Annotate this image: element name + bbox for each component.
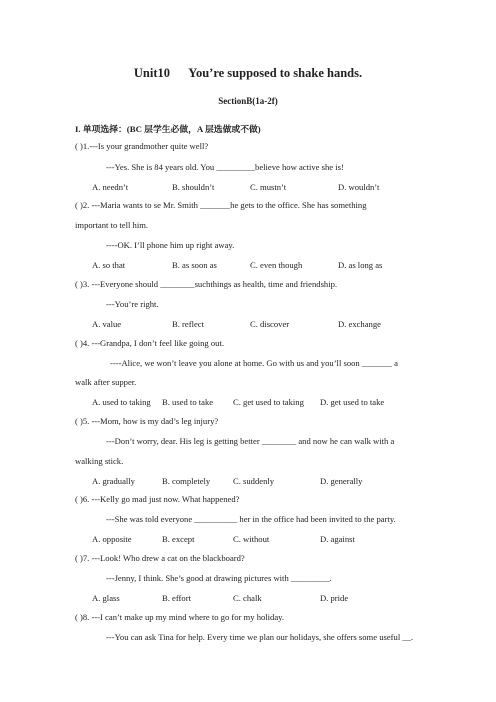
question-1-option-a: A. needn’t: [92, 182, 129, 192]
question-8-line2: ---You can ask Tina for help. Every time we plan our holidays, she offers some useful __.: [106, 632, 414, 642]
section-heading: I. 单项选择：(BC 层学生必做，A 层选做或不做): [75, 124, 261, 134]
question-1-option-b: B. shouldn’t: [172, 182, 215, 192]
question-3-line2: ---You’re right.: [106, 299, 159, 309]
question-2-continuation: important to tell him.: [75, 220, 149, 230]
question-3-option-c: C. discover: [250, 319, 290, 329]
question-5-stem: ( )5. ---Mom, how is my dad’s leg injury?: [75, 416, 219, 426]
question-3-option-b: B. reflect: [172, 319, 204, 329]
question-1-option-d: D. wouldn’t: [338, 182, 380, 192]
question-4-stem: ( )4. ---Grandpa, I don’t feel like going out.: [75, 338, 224, 348]
question-4-line2: ----Alice, we won’t leave you alone at home. Go with us and you’ll soon _______ a: [110, 358, 398, 368]
question-4-continuation: walk after supper.: [75, 377, 137, 387]
question-2-stem: ( )2. ---Maria wants to se Mr. Smith _______he gets to the office. She has something: [75, 200, 367, 210]
question-7-option-a: A. glass: [92, 593, 120, 603]
question-5-option-d: D. generally: [320, 476, 363, 486]
question-7-option-c: C. chalk: [233, 593, 262, 603]
question-1-line2: ---Yes. She is 84 years old. You _________believe how active she is!: [106, 162, 344, 172]
question-6-line2: ---She was told everyone __________ her in the office had been invited to the party.: [106, 514, 396, 524]
question-5-option-c: C. suddenly: [233, 476, 275, 486]
question-2-line2: ----OK. I’ll phone him up right away.: [106, 240, 235, 250]
question-6-option-c: C. without: [233, 534, 270, 544]
question-5-option-a: A. gradually: [92, 476, 135, 486]
question-2-option-d: D. as long as: [338, 260, 383, 270]
question-2-option-c: C. even though: [250, 260, 303, 270]
question-1-stem: ( )1.---Is your grandmother quite well?: [75, 141, 209, 151]
question-2-option-a: A. so that: [92, 260, 126, 270]
question-5-line2: ---Don’t worry, dear. His leg is getting better ________ and now he can walk with a: [106, 436, 395, 446]
page-subtitle: SectionB(1a-2f): [218, 96, 278, 106]
question-6-option-d: D. against: [320, 534, 355, 544]
question-7-line2: ---Jenny, I think. She’s good at drawing pictures with _________.: [106, 573, 332, 583]
question-5-continuation: walking stick.: [75, 456, 124, 466]
question-6-stem: ( )6. ---Kelly go mad just now. What happened?: [75, 494, 240, 504]
question-6-option-b: B. except: [162, 534, 195, 544]
question-7-option-d: D. pride: [320, 593, 349, 603]
question-4-option-d: D. get used to take: [320, 397, 385, 407]
question-2-option-b: B. as soon as: [172, 260, 217, 270]
question-4-option-a: A. used to taking: [92, 397, 151, 407]
question-4-option-b: B. used to take: [162, 397, 214, 407]
question-3-option-a: A. value: [92, 319, 122, 329]
question-3-stem: ( )3. ---Everyone should ________suchthings as health, time and friendship.: [75, 279, 338, 289]
question-4-option-c: C. get used to taking: [233, 397, 304, 407]
question-7-stem: ( )7. ---Look! Who drew a cat on the blackboard?: [75, 553, 245, 563]
question-6-option-a: A. opposite: [92, 534, 132, 544]
question-5-option-b: B. completely: [162, 476, 211, 486]
question-3-option-d: D. exchange: [338, 319, 381, 329]
page-title: Unit10 You’re supposed to shake hands.: [133, 66, 363, 80]
question-8-stem: ( )8. ---I can’t make up my mind where to go for my holiday.: [75, 612, 285, 622]
question-7-option-b: B. effort: [162, 593, 191, 603]
question-1-option-c: C. mustn’t: [250, 182, 287, 192]
